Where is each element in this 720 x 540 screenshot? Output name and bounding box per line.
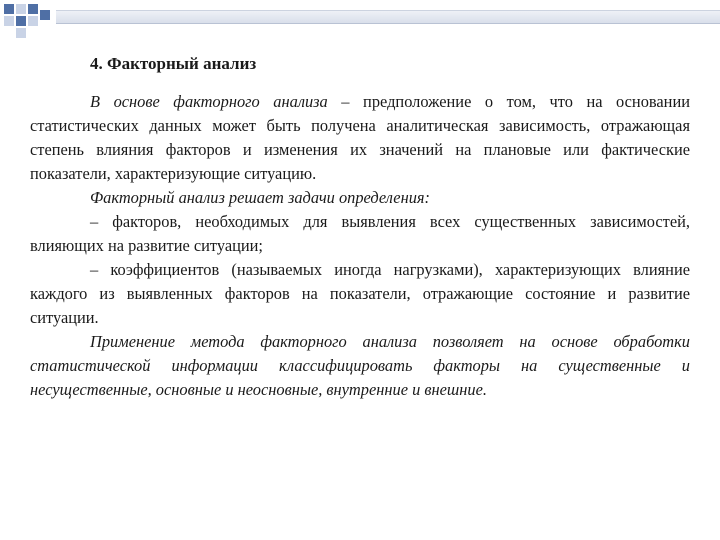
slide-header-decoration bbox=[0, 0, 720, 42]
decor-square bbox=[16, 16, 26, 26]
decor-square bbox=[4, 16, 14, 26]
decor-square bbox=[28, 4, 38, 14]
paragraph-application: Применение метода факторного анализа позволяет на основе обработки статистической информации классифицировать факторы на существенные и несущественные, основные и неосновные, внутренние и внешние. bbox=[30, 332, 690, 399]
decor-square bbox=[16, 28, 26, 38]
decor-square bbox=[40, 10, 50, 20]
header-bar bbox=[56, 10, 720, 24]
decor-square bbox=[28, 16, 38, 26]
paragraph-tasks: Факторный анализ решает задачи определения: bbox=[90, 188, 430, 207]
intro-italic-lead: В основе факторного анализа bbox=[90, 92, 328, 111]
list-item-coefficients: – коэффициентов (называемых иногда нагрузками), характеризующих влияние каждого из выявленных факторов на показатели, отражающие состояние и развитие ситуации. bbox=[30, 260, 690, 327]
slide-title: 4. Факторный анализ bbox=[90, 54, 257, 73]
slide-content bbox=[30, 52, 690, 402]
paragraph-intro bbox=[30, 90, 690, 186]
intro-text: – предположение о том, что на основании статистических данных может быть получена аналитическая зависимость, отражающая степень влияния факторов и изменения их значений на плановые или фактические показатели, характеризующие ситуацию. bbox=[30, 92, 691, 183]
decor-square bbox=[16, 4, 26, 14]
decor-square bbox=[4, 4, 14, 14]
list-item-factors: – факторов, необходимых для выявления всех существенных зависимостей, влияющих на развитие ситуации; bbox=[30, 212, 690, 255]
